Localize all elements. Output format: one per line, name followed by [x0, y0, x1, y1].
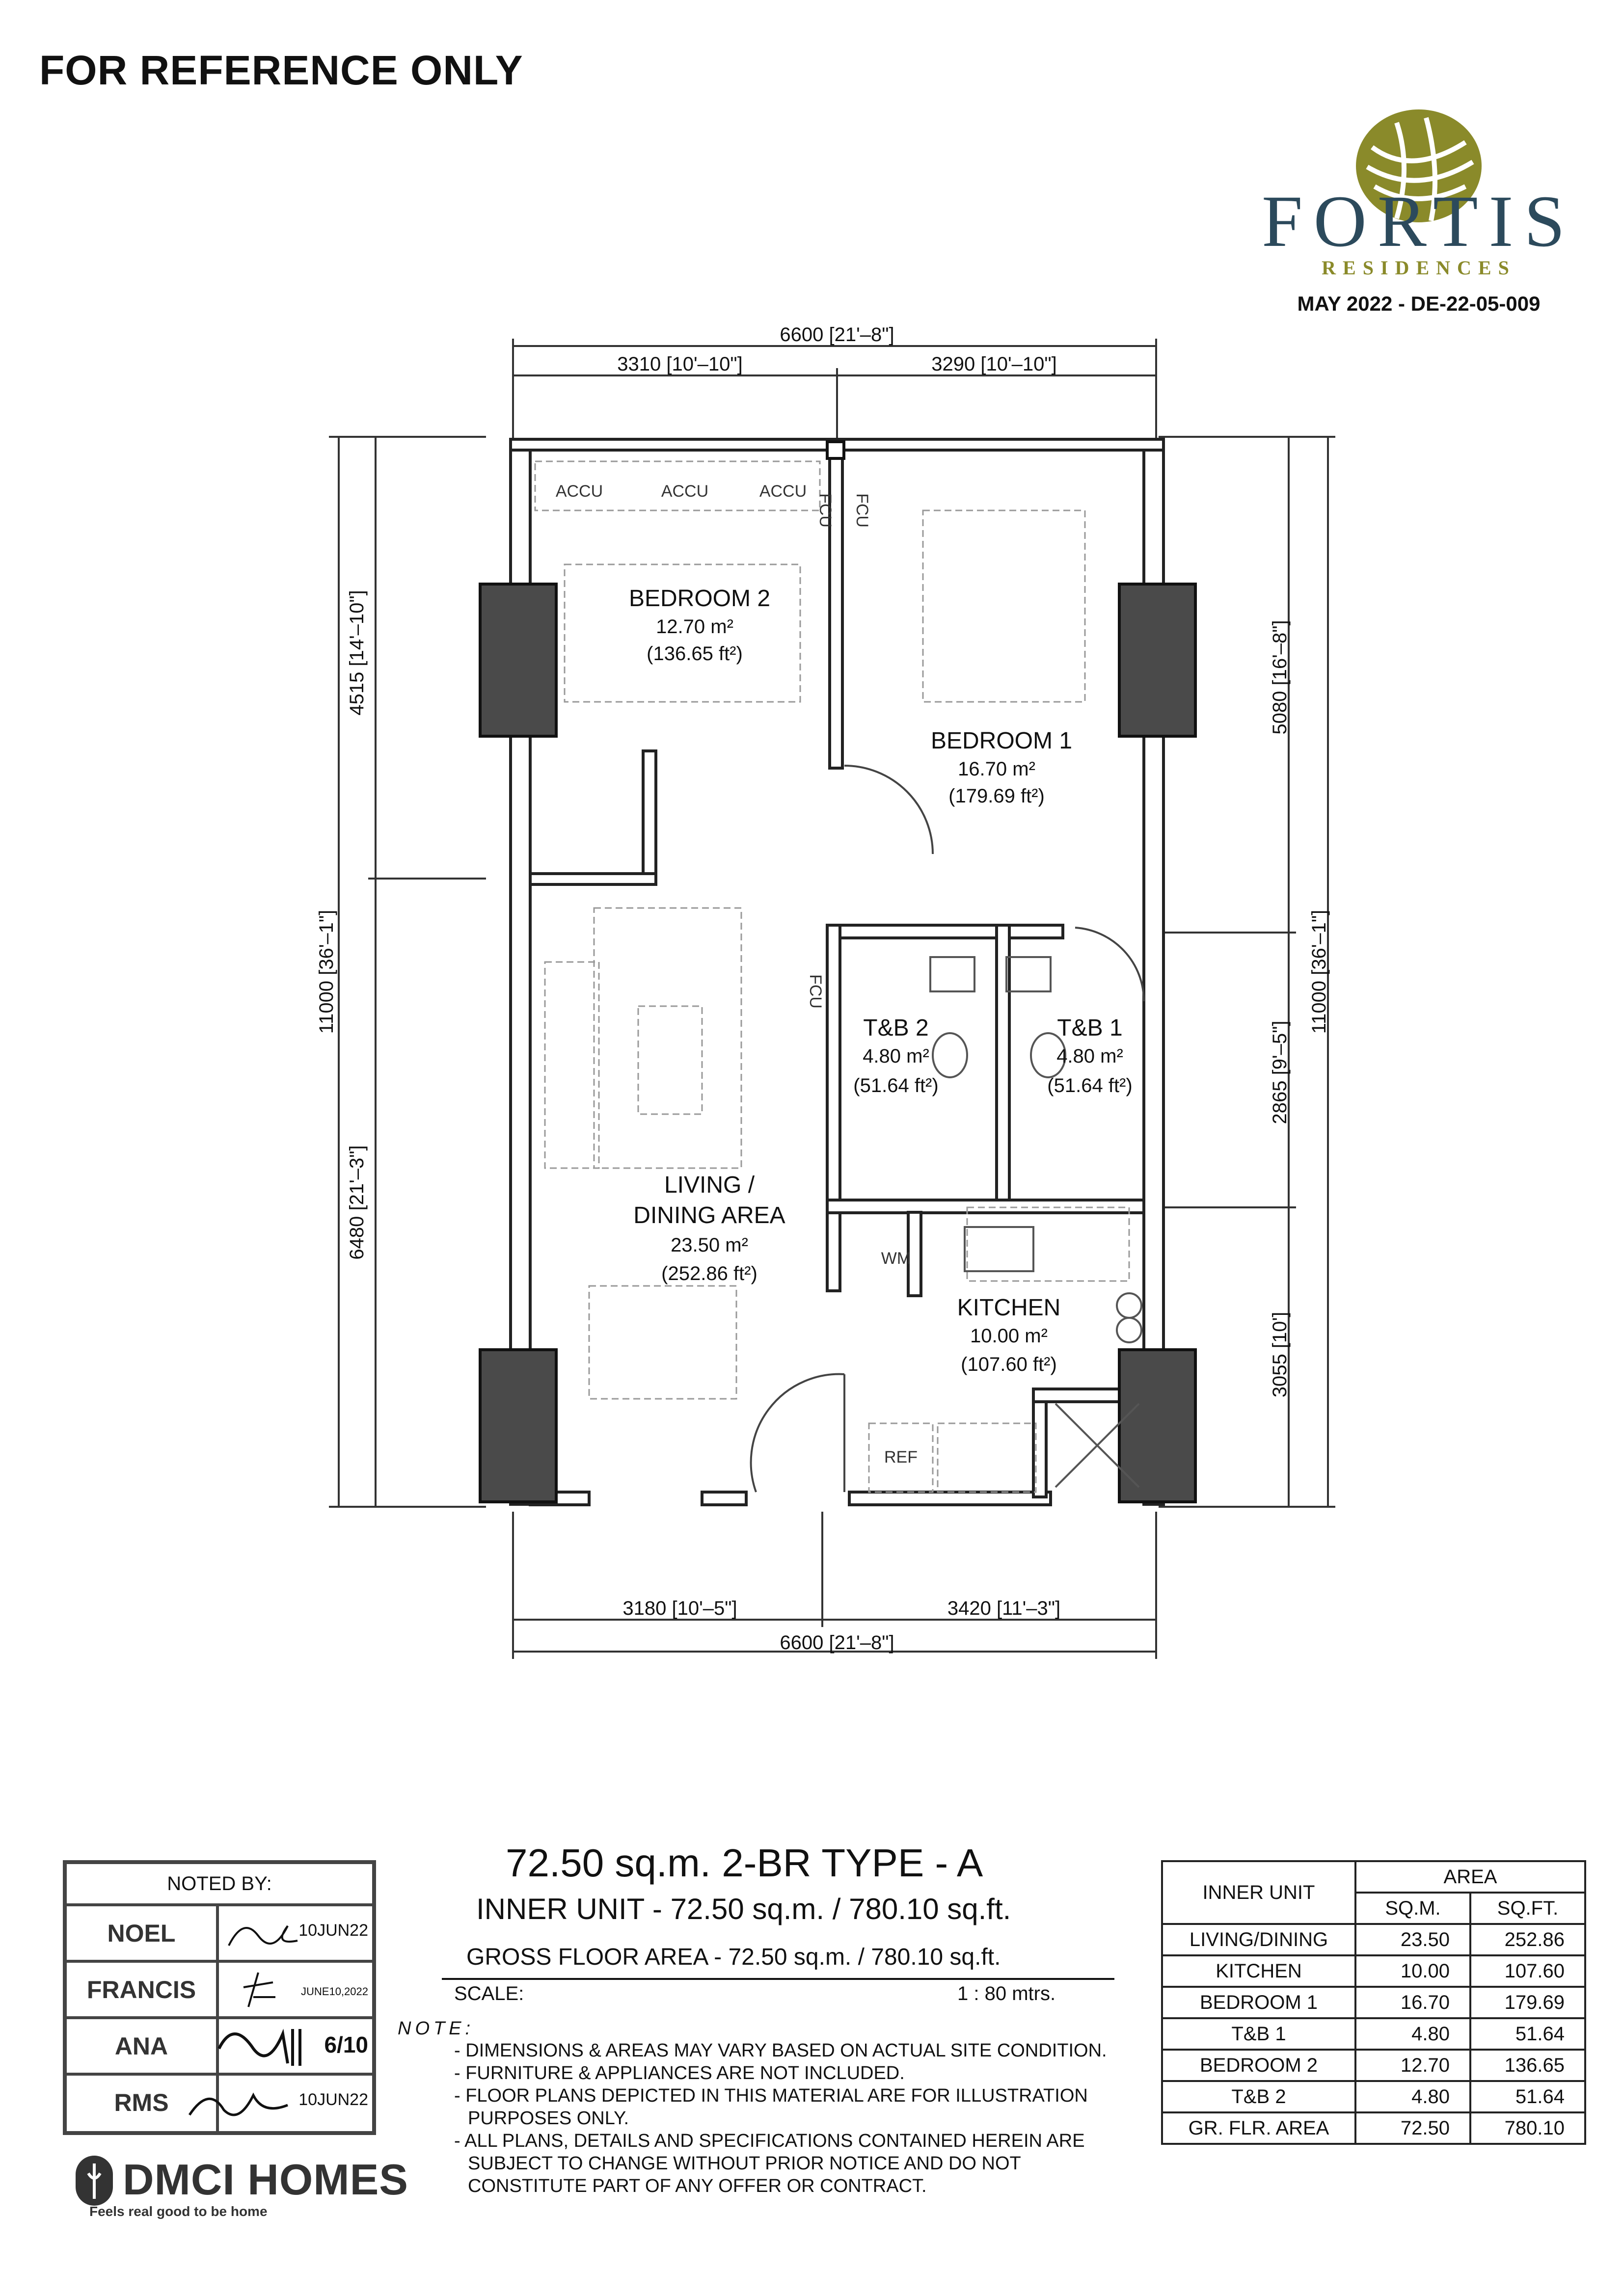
noted-name: RMS: [67, 2076, 219, 2132]
note-item: CONSTITUTE PART OF ANY OFFER OR CONTRACT.: [468, 2176, 927, 2196]
dim-bottom-right: 3420 [11'–3"]: [947, 1598, 1061, 1619]
tb1-sqft: (51.64 ft²): [1047, 1075, 1133, 1096]
note-item: - FLOOR PLANS DEPICTED IN THIS MATERIAL ARE FOR ILLUSTRATION: [454, 2085, 1088, 2106]
dim-right-upper: 5080 [16'–8"]: [1269, 620, 1291, 735]
noted-by-box: [63, 1860, 376, 2135]
signature-icon: [224, 1911, 302, 1955]
tb1-name: T&B 1: [1057, 1015, 1123, 1041]
company-tagline: Feels real good to be home: [89, 2204, 268, 2219]
unit-inner-area: INNER UNIT - 72.50 sq.m. / 780.10 sq.ft.: [476, 1893, 1011, 1925]
living-sqm: 23.50 m²: [671, 1234, 748, 1256]
noted-name: NOEL: [67, 1906, 219, 1960]
dim-right-total: 11000 [36'–1"]: [1308, 909, 1330, 1034]
wm-label: WM: [881, 1249, 911, 1268]
dim-left-lower: 6480 [21'–3"]: [346, 1145, 368, 1260]
dim-right-mid: 2865 [9'–5"]: [1269, 1020, 1291, 1124]
ref-label: REF: [884, 1448, 918, 1467]
table-row: [1162, 2112, 1585, 2144]
dmci-logo-icon: [74, 2154, 115, 2208]
notes-header: NOTE:: [398, 2018, 475, 2039]
fcu-label: FCU: [853, 493, 871, 528]
room-cell: BEDROOM 1: [1162, 1987, 1355, 2018]
noted-name: FRANCIS: [67, 1963, 219, 2016]
note-item: - ALL PLANS, DETAILS AND SPECIFICATIONS CONTAINED HEREIN ARE: [454, 2131, 1085, 2151]
sqft-cell: 136.65: [1470, 2050, 1585, 2081]
accu-label: ACCU: [661, 482, 709, 501]
noted-row: [67, 1906, 372, 1963]
accu-label: ACCU: [555, 482, 603, 501]
sqm-cell: 72.50: [1355, 2112, 1470, 2144]
noted-row: [67, 2076, 372, 2132]
scale-value: 1 : 80 mtrs.: [957, 1983, 1056, 2004]
bedroom1-name: BEDROOM 1: [930, 728, 1073, 754]
header-inner-unit: INNER UNIT: [1162, 1861, 1355, 1924]
dim-right-lower: 3055 [10']: [1269, 1311, 1291, 1398]
kitchen-sqft: (107.60 ft²): [961, 1354, 1057, 1375]
sqm-cell: 23.50: [1355, 1924, 1470, 1955]
bedroom2-sqft: (136.65 ft²): [647, 643, 743, 665]
dim-left-upper: 4515 [14'–10"]: [346, 590, 368, 716]
reference-notice: FOR REFERENCE ONLY: [39, 47, 523, 93]
noted-name: ANA: [67, 2019, 219, 2073]
dim-top-total: 6600 [21'–8"]: [780, 324, 894, 346]
noted-date: JUNE10,2022: [301, 1985, 368, 1998]
table-row: [1162, 2050, 1585, 2081]
living-sqft: (252.86 ft²): [661, 1263, 757, 1284]
table-header-row: [1162, 1861, 1585, 1893]
noted-row: [67, 2019, 372, 2076]
sqm-cell: 10.00: [1355, 1955, 1470, 1987]
header-area: AREA: [1355, 1861, 1585, 1893]
document-reference: MAY 2022 - DE-22-05-009: [1297, 292, 1541, 315]
dim-top-right: 3290 [10'–10"]: [931, 353, 1057, 375]
dim-bottom-total: 6600 [21'–8"]: [780, 1632, 894, 1654]
bedroom1-sqft: (179.69 ft²): [948, 785, 1045, 807]
signature-icon: [180, 2076, 293, 2130]
tb2-sqft: (51.64 ft²): [853, 1075, 939, 1096]
sqm-cell: 16.70: [1355, 1987, 1470, 2018]
room-cell: T&B 1: [1162, 2018, 1355, 2050]
tb2-name: T&B 2: [863, 1015, 929, 1041]
noted-date: 10JUN22: [298, 1921, 368, 1940]
living-name-line1: LIVING /: [664, 1172, 755, 1198]
header-sqft: SQ.FT.: [1470, 1893, 1585, 1924]
table-row: [1162, 1924, 1585, 1955]
notes-list: [454, 2039, 1141, 2197]
table-row: [1162, 1987, 1585, 2018]
signature-icon: [234, 1968, 283, 2012]
room-cell: LIVING/DINING: [1162, 1924, 1355, 1955]
bedroom1-sqm: 16.70 m²: [958, 758, 1035, 780]
dim-left-total: 11000 [36'–1"]: [316, 909, 337, 1034]
bedroom2-name: BEDROOM 2: [628, 586, 771, 612]
sqm-cell: 4.80: [1355, 2081, 1470, 2112]
note-item: - FURNITURE & APPLIANCES ARE NOT INCLUDED.: [454, 2063, 905, 2083]
bedroom2-sqm: 12.70 m²: [656, 616, 733, 638]
tb1-sqm: 4.80 m²: [1056, 1045, 1123, 1067]
scale-label: SCALE:: [454, 1983, 524, 2004]
sqft-cell: 51.64: [1470, 2081, 1585, 2112]
brand-subtitle: RESIDENCES: [1322, 257, 1516, 279]
signature-icon: [214, 2019, 312, 2073]
scale-divider: [442, 1978, 1114, 1980]
sqft-cell: 107.60: [1470, 1955, 1585, 1987]
fcu-label: FCU: [816, 493, 835, 528]
room-cell: GR. FLR. AREA: [1162, 2112, 1355, 2144]
fcu-label: FCU: [806, 974, 825, 1009]
sqm-cell: 12.70: [1355, 2050, 1470, 2081]
kitchen-name: KITCHEN: [957, 1295, 1061, 1321]
area-table: [1161, 1860, 1586, 2145]
sqft-cell: 51.64: [1470, 2018, 1585, 2050]
noted-by-header: NOTED BY:: [67, 1864, 372, 1906]
note-item: PURPOSES ONLY.: [468, 2108, 629, 2129]
accu-label: ACCU: [759, 482, 807, 501]
kitchen-sqm: 10.00 m²: [970, 1325, 1048, 1347]
sqft-cell: 780.10: [1470, 2112, 1585, 2144]
tb2-sqm: 4.80 m²: [863, 1045, 929, 1067]
noted-date: 6/10: [324, 2032, 368, 2057]
dim-top-left: 3310 [10'–10"]: [617, 353, 743, 375]
room-cell: BEDROOM 2: [1162, 2050, 1355, 2081]
sqft-cell: 252.86: [1470, 1924, 1585, 1955]
company-name: DMCI HOMES: [123, 2155, 408, 2204]
unit-title: 72.50 sq.m. 2-BR TYPE - A: [506, 1841, 983, 1885]
dim-bottom-left: 3180 [10'–5"]: [622, 1598, 737, 1619]
table-row: [1162, 2018, 1585, 2050]
room-cell: KITCHEN: [1162, 1955, 1355, 1987]
living-name-line2: DINING AREA: [633, 1202, 785, 1228]
brand-name: FORTIS: [1262, 181, 1576, 262]
note-item: - DIMENSIONS & AREAS MAY VARY BASED ON ACTUAL SITE CONDITION.: [454, 2040, 1107, 2061]
table-row: [1162, 2081, 1585, 2112]
sqft-cell: 179.69: [1470, 1987, 1585, 2018]
room-cell: T&B 2: [1162, 2081, 1355, 2112]
noted-row: [67, 1963, 372, 2019]
sqm-cell: 4.80: [1355, 2018, 1470, 2050]
unit-gross-area: GROSS FLOOR AREA - 72.50 sq.m. / 780.10 sq.ft.: [466, 1944, 1001, 1970]
table-row: [1162, 1955, 1585, 1987]
noted-date: 10JUN22: [298, 2090, 368, 2109]
note-item: SUBJECT TO CHANGE WITHOUT PRIOR NOTICE AND DO NOT: [468, 2153, 1021, 2174]
header-sqm: SQ.M.: [1355, 1893, 1470, 1924]
